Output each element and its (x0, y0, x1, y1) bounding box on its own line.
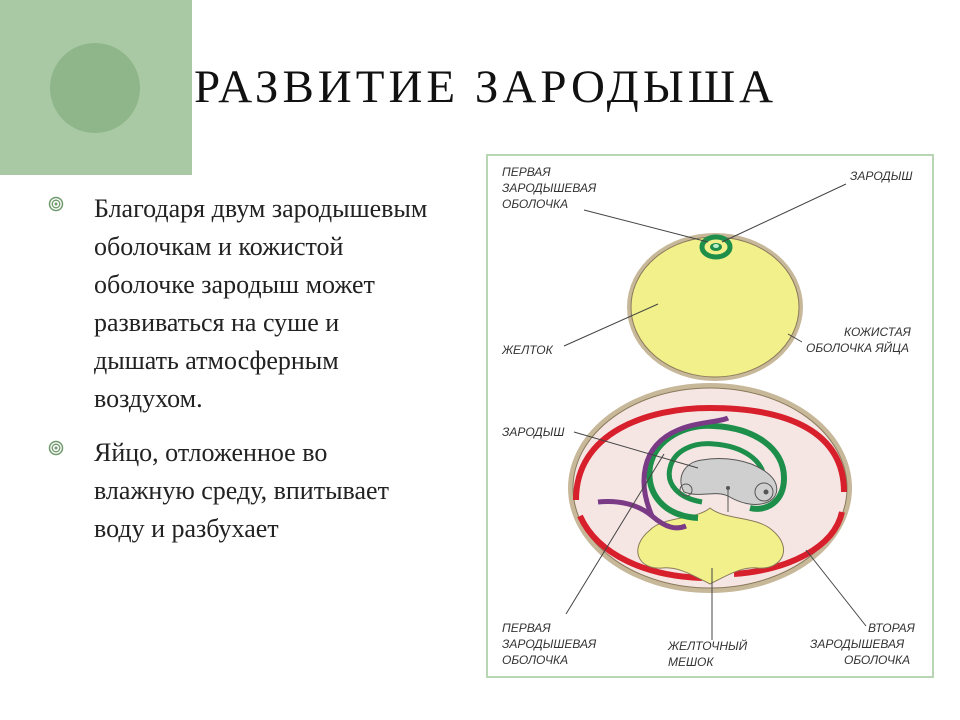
bullet-icon (48, 190, 94, 212)
slide-title: РАЗВИТИЕ ЗАРОДЫША (194, 61, 778, 113)
circle-decoration (50, 43, 140, 133)
top-shell-label: КОЖИСТАЯ (844, 325, 911, 339)
embryo-stalk (726, 486, 730, 490)
bottom-egg (568, 383, 852, 593)
top-embryo-label: ЗАРОДЫШ (850, 169, 913, 183)
embryo-eye (764, 490, 769, 495)
bullet-list (48, 190, 428, 564)
top-yolk-label: ЖЕЛТОК (502, 343, 553, 357)
bottom-first-membrane-label: ПЕРВАЯ (502, 621, 551, 635)
yolk-sac-label: ЖЕЛТОЧНЫЙ (668, 639, 748, 653)
top-embryo-highlight (713, 244, 719, 248)
yolk-sac-label: МЕШОК (668, 655, 714, 669)
top-shell-label: ОБОЛОЧКА ЯЙЦА (806, 341, 909, 355)
second-membrane-label: ОБОЛОЧКА (844, 653, 911, 667)
second-membrane-label: ВТОРАЯ (868, 621, 915, 635)
bullet-item (48, 190, 428, 418)
bottom-embryo-label: ЗАРОДЫШ (502, 425, 565, 439)
bottom-first-membrane-label: ОБОЛОЧКА (502, 653, 569, 667)
top-egg (627, 233, 803, 381)
egg-diagram-svg (488, 156, 936, 680)
bottom-first-membrane-label: ЗАРОДЫШЕВАЯ (502, 637, 597, 651)
top-first-membrane-label: ПЕРВАЯ (502, 165, 551, 179)
bullet-text: Яйцо, отложенное во влажную среду, впитывает воду и разбухает (94, 438, 389, 543)
top-first-membrane-label: ЗАРОДЫШЕВАЯ (502, 181, 597, 195)
top-first-membrane-label: ОБОЛОЧКА (502, 197, 569, 211)
egg-diagram (486, 154, 934, 678)
second-membrane-label: ЗАРОДЫШЕВАЯ (810, 637, 905, 651)
bullet-text: Благодаря двум зародышевым оболочкам и кожистой оболочке зародыш может развиваться на суше и дышать атмосферным воздухом. (94, 194, 428, 413)
bullet-item (48, 434, 428, 548)
bullet-icon (48, 434, 94, 456)
